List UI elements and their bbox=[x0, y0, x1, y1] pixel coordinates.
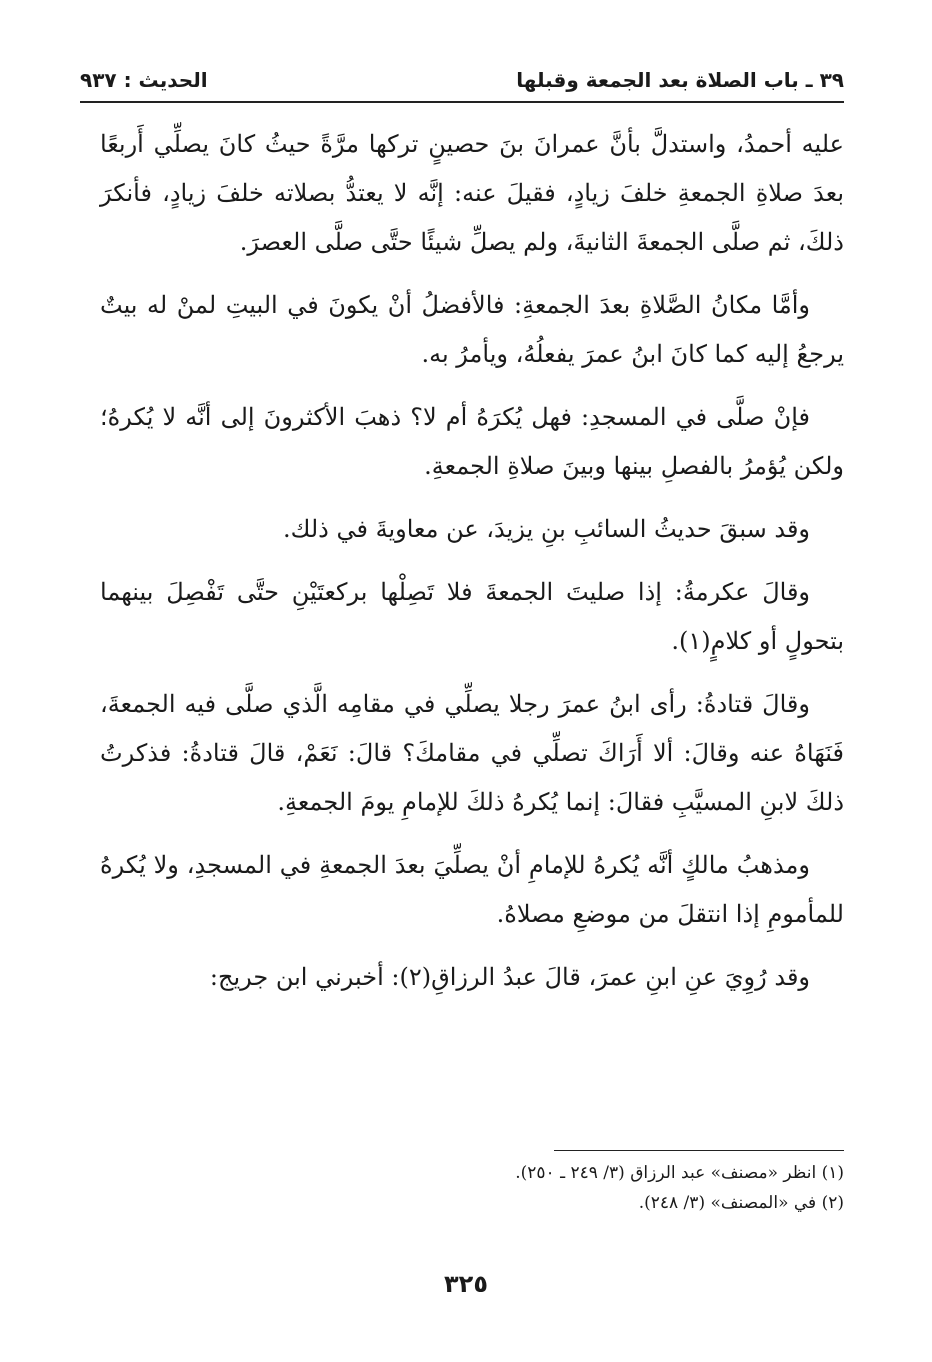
paragraph: ومذهبُ مالكٍ أنَّه يُكرهُ للإمامِ أنْ يصلِّيَ بعدَ الجمعةِ في المسجدِ، ولا يُكرهُ للمأمومِ إذا انتقلَ من موضعِ مصلاهُ. bbox=[100, 851, 844, 928]
running-header bbox=[80, 60, 844, 100]
hadith-reference: الحديث : ٩٣٧ bbox=[80, 68, 208, 92]
paragraph: وقالَ قتادةُ: رأى ابنُ عمرَ رجلا يصلِّي في مقامِه الَّذي صلَّى فيه الجمعةَ، فَنَهَاهُ عنه وقالَ: ألا أَرَاكَ تصلِّي في مقامكَ؟ قالَ: نَعَمْ، قالَ قتادةُ: فذكرتُ ذلكَ لابنِ المسيَّبِ فقالَ: إنما يُكرهُ ذلكَ للإمامِ يومَ الجمعةِ. bbox=[100, 690, 844, 816]
footnotes bbox=[100, 1158, 844, 1218]
chapter-title: ٣٩ ـ باب الصلاة بعد الجمعة وقبلها bbox=[516, 68, 844, 92]
footnote: (١) انظر «مصنف» عبد الرزاق (٣/ ٢٤٩ ـ ٢٥٠). bbox=[515, 1163, 844, 1183]
footnote-separator bbox=[554, 1150, 844, 1151]
paragraph: وقالَ عكرمةُ: إذا صليتَ الجمعةَ فلا تَصِلْها بركعتَيْنِ حتَّى تَفْصِلَ بينهما بتحولٍ أو كلامٍ(١). bbox=[100, 578, 844, 655]
paragraph: فإنْ صلَّى في المسجدِ: فهل يُكرَهُ أم لا؟ ذهبَ الأكثرونَ إلى أنَّه لا يُكرهُ؛ ولكن يُؤمرُ بالفصلِ بينها وبينَ صلاةِ الجمعةِ. bbox=[100, 403, 844, 480]
paragraph: وقد سبقَ حديثُ السائبِ بنِ يزيدَ، عن معاويةَ في ذلك. bbox=[282, 515, 810, 543]
main-text bbox=[100, 120, 844, 1016]
paragraph: عليه أحمدُ، واستدلَّ بأنَّ عمرانَ بنَ حصينٍ تركها مرَّةً حيثُ كانَ يصلِّي أَربعًا بعدَ صلاةِ الجمعةِ خلفَ زيادٍ، فقيلَ عنه: إنَّه لا يعتدُّ بصلاته خلفَ زيادٍ، فأنكرَ ذلكَ، ثم صلَّى الجمعةَ الثانيةَ، ولم يصلِّ شيئًا حتَّى صلَّى العصرَ. bbox=[100, 130, 844, 256]
page-number: ٣٢٥ bbox=[444, 1270, 488, 1298]
header-rule bbox=[80, 101, 844, 103]
paragraph: وأمَّا مكانُ الصَّلاةِ بعدَ الجمعةِ: فالأفضلُ أنْ يكونَ في البيتِ لمنْ له بيتٌ يرجعُ إليه كما كانَ ابنُ عمرَ يفعلُهُ، ويأمرُ به. bbox=[100, 291, 844, 368]
paragraph: وقد رُوِيَ عنِ ابنِ عمرَ، قالَ عبدُ الرزاقِ(٢): أخبرني ابن جريج: bbox=[209, 963, 810, 991]
footnote: (٢) في «المصنف» (٣/ ٢٤٨). bbox=[638, 1193, 844, 1213]
